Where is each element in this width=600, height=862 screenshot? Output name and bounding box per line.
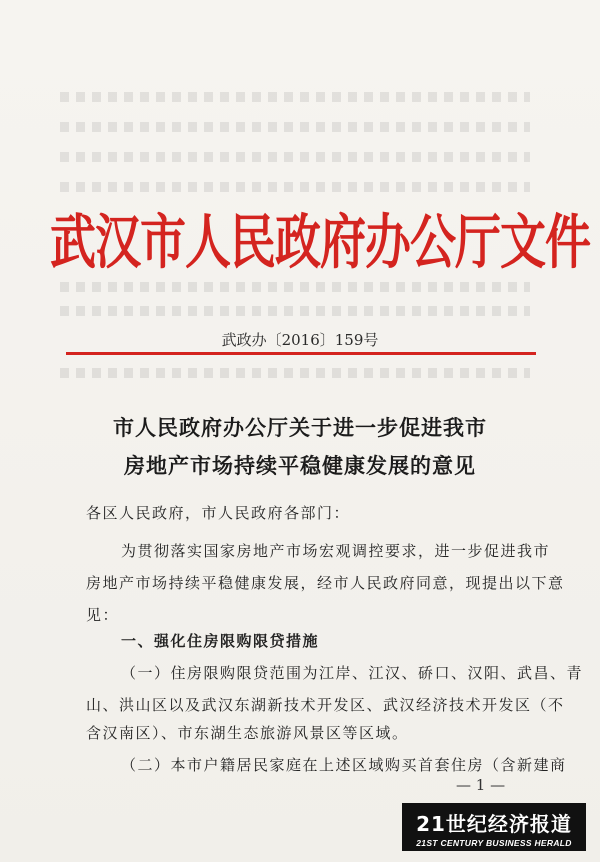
intro-line-2: 房地产市场持续平稳健康发展，经市人民政府同意，现提出以下意	[86, 574, 565, 592]
intro-line-3: 见：	[86, 606, 120, 624]
watermark-english: 21ST CENTURY BUSINESS HERALD	[416, 838, 572, 848]
page-number: — 1 —	[456, 776, 506, 794]
header-red-rule	[66, 352, 536, 355]
section-heading: 一、强化住房限购限贷措施	[121, 632, 320, 650]
bleed-through-line	[60, 182, 530, 192]
bleed-through-line	[60, 92, 530, 102]
bleed-through-line	[60, 306, 530, 316]
bleed-through-line	[60, 368, 530, 378]
document-title-line-2: 房地产市场持续平稳健康发展的意见	[124, 453, 476, 478]
salutation: 各区人民政府，市人民政府各部门：	[86, 504, 351, 522]
bleed-through-line	[60, 282, 530, 292]
document-number: 武政办〔2016〕159号	[221, 331, 379, 349]
para1-line-2: 山、洪山区以及武汉东湖新技术开发区、武汉经济技术开发区（不	[86, 696, 565, 714]
document-header-title: 武汉市人民政府办公厅文件	[50, 207, 590, 277]
para1-line-3: 含汉南区）、市东湖生态旅游风景区等区域。	[86, 724, 409, 742]
bleed-through-line	[60, 152, 530, 162]
para2-line-1: （二）本市户籍居民家庭在上述区域购买首套住房（含新建商	[121, 756, 567, 774]
watermark-chinese: 21世纪经济报道	[416, 812, 572, 836]
bleed-through-line	[60, 122, 530, 132]
intro-line-1: 为贯彻落实国家房地产市场宏观调控要求，进一步促进我市	[121, 542, 551, 560]
document-title-line-1: 市人民政府办公厅关于进一步促进我市	[113, 415, 487, 440]
para1-line-1: （一）住房限购限贷范围为江岸、江汉、硚口、汉阳、武昌、青	[121, 664, 584, 682]
publisher-watermark	[402, 803, 586, 851]
